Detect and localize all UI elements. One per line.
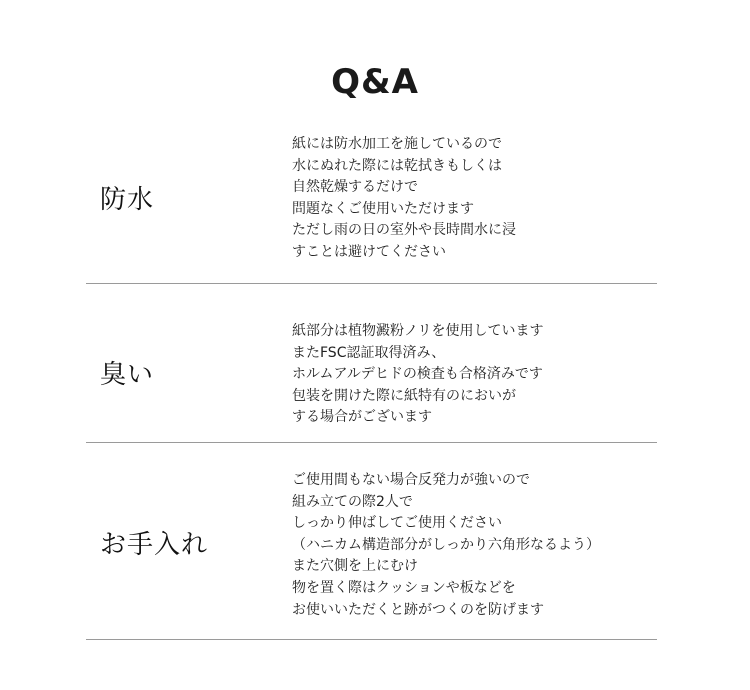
qa-topic: 防水 bbox=[100, 185, 155, 215]
qa-answer bbox=[292, 470, 652, 621]
answer-line: する場合がございます bbox=[292, 409, 432, 426]
answer-line: お使いいただくと跡がつくのを防げます bbox=[292, 601, 544, 618]
qa-answer bbox=[292, 321, 652, 429]
answer-line: またFSC認証取得済み、 bbox=[292, 344, 446, 361]
answer-line: 自然乾燥するだけで bbox=[292, 179, 418, 196]
answer-line: ホルムアルデヒドの検査も合格済みです bbox=[292, 366, 543, 383]
qa-item-odor bbox=[86, 284, 657, 443]
answer-line: 組み立ての際2人で bbox=[292, 493, 413, 510]
answer-line: すことは避けてください bbox=[292, 243, 446, 260]
qa-topic: 臭い bbox=[100, 360, 155, 390]
answer-line: （ハニカム構造部分がしっかり六角形なるよう） bbox=[292, 536, 600, 553]
answer-line: 紙部分は植物澱粉ノリを使用しています bbox=[292, 323, 544, 339]
answer-line: 物を置く際はクッションや板などを bbox=[292, 579, 516, 596]
answer-line: ただし雨の日の室外や長時間水に浸 bbox=[292, 222, 516, 239]
answer-line: しっかり伸ばしてご使用ください bbox=[292, 515, 502, 532]
answer-line: 水にぬれた際には乾拭きもしくは bbox=[292, 157, 502, 174]
qa-item-waterproof bbox=[86, 128, 657, 284]
answer-line: 紙には防水加工を施しているので bbox=[292, 136, 502, 152]
answer-line: ご使用間もない場合反発力が強いので bbox=[292, 472, 530, 488]
answer-line: また穴側を上にむけ bbox=[292, 558, 418, 575]
qa-answer bbox=[292, 134, 652, 264]
answer-line: 包装を開けた際に紙特有のにおいが bbox=[292, 387, 516, 404]
answer-line: 問題なくご使用いただけます bbox=[292, 200, 474, 217]
qa-topic: お手入れ bbox=[100, 530, 209, 560]
page-title: Q&A bbox=[331, 62, 419, 102]
qa-item-care bbox=[86, 443, 657, 640]
